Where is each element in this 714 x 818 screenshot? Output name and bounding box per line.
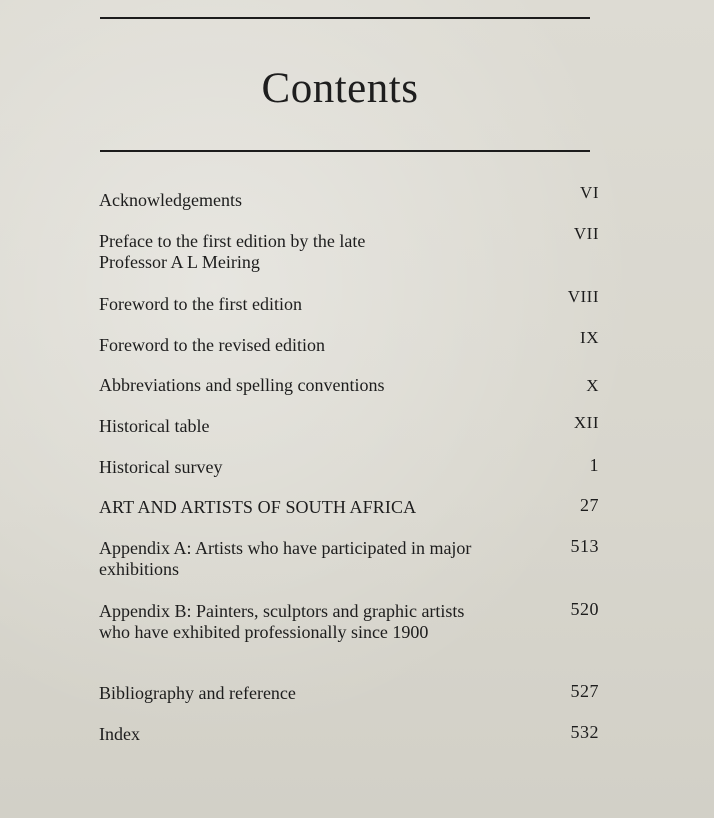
toc-entry-label: Acknowledgements (99, 190, 242, 210)
toc-entry-page: 532 (570, 722, 599, 742)
toc-entry (99, 683, 605, 704)
toc-entry-label: Abbreviations and spelling conventions (99, 375, 385, 395)
toc-entry-label: Appendix A: Artists who have participated in major exhibitions (99, 538, 472, 579)
toc-entry (99, 601, 605, 643)
title-underline-rule (100, 150, 590, 152)
toc-entry (99, 413, 605, 437)
toc-entry-page: 527 (570, 681, 599, 701)
toc-entry (99, 538, 605, 580)
toc-entry (99, 224, 605, 273)
toc-entry-page: 520 (570, 599, 599, 619)
toc-entry-page: VI (580, 183, 599, 202)
top-rule (100, 17, 590, 19)
toc-entry (99, 328, 605, 356)
toc-entry (99, 183, 605, 211)
page-title: Contents (261, 65, 419, 112)
toc-entry-label: Historical survey (99, 457, 223, 477)
toc-entry (99, 724, 605, 745)
toc-entry-page: 27 (580, 495, 599, 515)
toc-entry (99, 457, 605, 478)
toc-entry-page: VIII (567, 287, 599, 306)
toc-entry-label: ART AND ARTISTS OF SOUTH AFRICA (99, 497, 417, 517)
toc-entry-page: XII (573, 413, 599, 432)
toc-entry-page: 1 (589, 455, 599, 475)
toc-entry-page: X (586, 376, 599, 395)
toc-entry-label: Preface to the first edition by the late Professor A L Meiring (99, 231, 366, 272)
toc-entry-page: IX (580, 328, 599, 347)
toc-entry-label: Foreword to the first edition (99, 294, 302, 314)
toc-entry-label: Index (99, 724, 140, 744)
toc-entry-page: 513 (570, 536, 599, 556)
toc-entry-label: Bibliography and reference (99, 683, 296, 703)
toc-entry (99, 375, 605, 396)
toc-entry-label: Foreword to the revised edition (99, 335, 325, 355)
toc-entry (99, 497, 605, 518)
toc-entry-label: Appendix B: Painters, sculptors and graphic artists who have exhibited professionally since 1900 (99, 601, 465, 642)
toc-entry (99, 287, 605, 315)
toc-entry-label: Historical table (99, 416, 210, 436)
toc-entry-page: VII (573, 224, 599, 243)
